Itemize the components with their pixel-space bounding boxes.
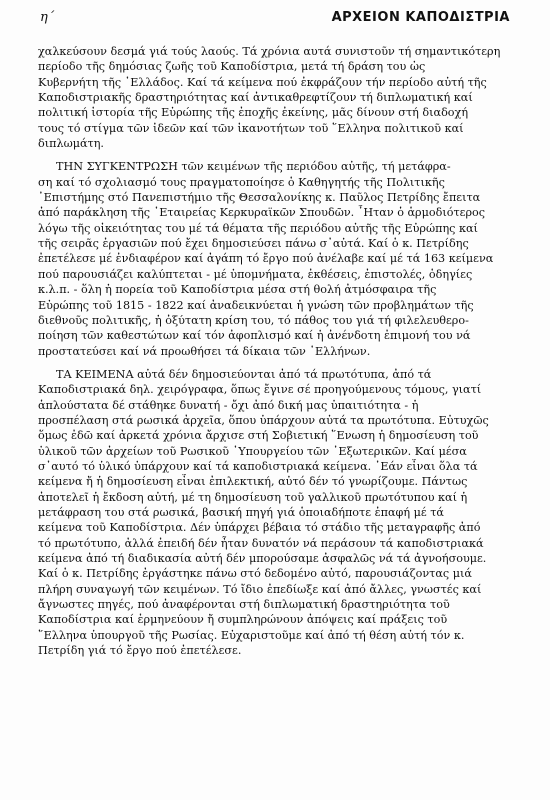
text-line: προσπέλαση στά ρωσικά ἀρχεῖα, ὅπου ὑπάρχουν αὐτά τα πρωτότυπα. Εὐτυχῶς <box>38 413 489 427</box>
paragraph-2 <box>38 159 512 358</box>
text-line: Καποδίστρια καί ἑρμηνεύουν ἤ συμπληρώνουν ἀπόψεις καί πράξεις τοῦ <box>38 613 448 627</box>
paragraph-1 <box>38 44 512 151</box>
text-line: τό πρωτότυπο, ἀλλά ἐπειδή δέν ἦταν δυνατόν νά περάσουν τά καποδιστριακά <box>38 536 484 550</box>
text-line: Καποδιστριακῆς δραστηριότητας καί ἀντικαθρεφτίζουν τή διπλωματική καί <box>38 91 473 105</box>
text-line: ση καί τό σχολιασμό τους πραγματοποίησε ὁ Καθηγητής τῆς Πολιτικῆς <box>38 175 445 189</box>
text-line: κείμενα ἀπό τή διαδικασία αὐτή δέν μπορούσαμε ἀσφαλῶς νά τά ἀγνοήσουμε. <box>38 552 487 565</box>
text-line: προστατεύσει καί νά προωθήσει τά δίκαια τῶν ῾Ελλήνων. <box>38 344 371 358</box>
text-line: ΤΗΝ ΣΥΓΚΕΝΤΡΩΣΗ τῶν κειμένων τῆς περιόδου αὐτῆς, τή μετάφρα- <box>56 160 451 174</box>
text-line: διεθνοῦς πολιτικῆς, ἡ ὀξύτατη κρίση του, τό πάθος του γιά τή φιλελευθερο- <box>38 313 469 327</box>
body-text <box>38 44 512 658</box>
text-line: Εὐρώπης τοῦ 1815 - 1822 καί ἀναδεικνύεται ἡ γνώση τῶν προβλημάτων τῆς <box>38 298 474 312</box>
text-line: ΤΑ ΚΕΙΜΕΝΑ αὐτά δέν δημοσιεύονται ἀπό τά πρωτότυπα, ἀπό τά <box>56 367 432 381</box>
text-line: τῆς σειρᾶς ἐργασιῶν πού ἔχει δημοσιεύσει πάνω σ᾿αὐτά. Καί ὁ κ. Πετρίδης <box>38 237 469 251</box>
running-title: ΑΡΧΕΙΟΝ ΚΑΠΟΔΙΣΤΡΙΑ <box>331 10 510 25</box>
text-line: περίοδο τῆς δημόσιας ζωῆς τοῦ Καποδίστρια, μετά τή δράση του ὡς <box>38 60 426 74</box>
paragraph-3 <box>38 367 512 659</box>
text-line: σ᾿αυτό τό ὑλικό ὑπάρχουν καί τά καποδιστριακά κείμενα. ᾿Εάν εἶναι ὅλα τά <box>38 459 478 473</box>
text-line: ᾿Επιστήμης στό Πανεπιστήμιο τῆς Θεσσαλονίκης κ. Παῦλος Πετρίδης ἔπειτα <box>38 191 481 205</box>
page-number: η΄ <box>40 10 55 25</box>
text-line: Καί ὁ κ. Πετρίδης ἐργάστηκε πάνω στό δεδομένο αὐτό, παρουσιάζοντας μιά <box>38 567 472 581</box>
text-line: διπλωμάτη. <box>38 137 104 151</box>
text-line: λόγω τῆς οἰκειότητας του μέ τά θέματα τῆς περιόδου αὐτῆς τῆς Εὐρώπης καί <box>38 221 478 235</box>
text-line: Καποδιστριακά δηλ. χειρόγραφα, ὅπως ἔγινε σέ προηγούμενους τόμους, γιατί <box>38 383 482 397</box>
text-line: ἀπό παράκληση τῆς ῾Εταιρείας Κερκυραϊκῶν Σπουδῶν. ῏Ηταν ὁ ἁρμοδιότερος <box>38 206 486 220</box>
text-line: κείμενα τοῦ Καποδίστρια. Δέν ὑπάρχει βέβαια τό στάδιο τῆς μεταγραφῆς ἀπό <box>38 521 481 535</box>
text-line: ἀποτελεῖ ἡ ἔκδοση αὐτή, μέ τη δημοσίευση τοῦ γαλλικοῦ πρωτότυπου καί ἡ <box>38 490 468 504</box>
text-line: Κυβερνήτη τῆς ῾Ελλάδος. Καί τά κείμενα πού ἐκφράζουν τήν περίοδο αὐτή τῆς <box>38 75 487 89</box>
text-line: πού παρουσιάζει καλύπτεται - μέ ὑπομνήματα, ἐκθέσεις, ἐπιστολές, ὁδηγίες <box>38 267 473 281</box>
text-line: πλήρη συναγωγή τῶν κειμένων. Τό ἴδιο ἐπεδίωξε καί ἀπό ἄλλες, γνωστές καί <box>38 582 482 596</box>
text-line: ῞Ελληνα ὑπουργοῦ τῆς Ρωσίας. Εὐχαριστοῦμε καί ἀπό τή θέση αὐτή τόν κ. <box>38 628 465 642</box>
text-line: ἄγνωστες πηγές, πού ἀναφέρονται στή διπλωματική δραστηριότητα τοῦ <box>38 598 450 612</box>
text-line: ὑλικοῦ τῶν ἀρχείων τοῦ Ρωσικοῦ ῾Υπουργείου τῶν ᾿Εξωτερικῶν. Καί μέσα <box>38 444 467 458</box>
text-line: πολιτική ἱστορία τῆς Εὐρώπης τῆς ἐποχῆς ἐκείνης, μᾶς δίνουν στή διαδοχή <box>38 106 469 120</box>
text-line: Πετρίδη γιά τό ἔργο πού ἐπετέλεσε. <box>38 644 242 658</box>
text-line: χαλκεύσουν δεσμά γιά τούς λαούς. Τά χρόνια αυτά συνιστοῦν τή σημαντικότερη <box>38 45 501 58</box>
text-line: κείμενα ἤ ἡ δημοσίευση εἶναι ἐπιλεκτική, αὐτό δέν τό γνωρίζουμε. Πάντως <box>38 475 468 489</box>
text-line: μετάφραση του στά ρωσικά, βασική πηγή γιά ὁποιαδήποτε ἐπαφή μέ τά <box>38 505 444 519</box>
text-line: κ.λ.π. - ὅλη ἡ πορεία τοῦ Καποδίστρια μέσα στή θολή ἀτμόσφαιρα τῆς <box>38 283 437 297</box>
text-line: ἁπλούστατα δέ στάθηκε δυνατή - ὄχι ἀπό δική μας ὑπαιτιότητα - ἡ <box>38 398 419 412</box>
text-line: ἐπετέλεσε μέ ἐνδιαφέρον καί ἀγάπη τό ἔργο πού ἀνέλαβε καί μέ τά 163 κείμενα <box>38 252 494 266</box>
page-header <box>40 10 510 32</box>
text-line: ὅμως ἐδῶ καί ἀρκετά χρόνια ἄρχισε στή Σοβιετική ῞Ενωση ἡ δημοσίευση τοῦ <box>38 429 479 443</box>
text-line: τους τό στίγμα τῶν ἰδεῶν καί τῶν ἱκανοτήτων τοῦ ῞Ελληνα πολιτικοῦ καί <box>38 121 464 135</box>
text-line: ποίηση τῶν καθεστώτων καί τόν ἀφοπλισμό καί ἡ ἀνένδοτη ἐπιμονή του νά <box>38 329 471 343</box>
